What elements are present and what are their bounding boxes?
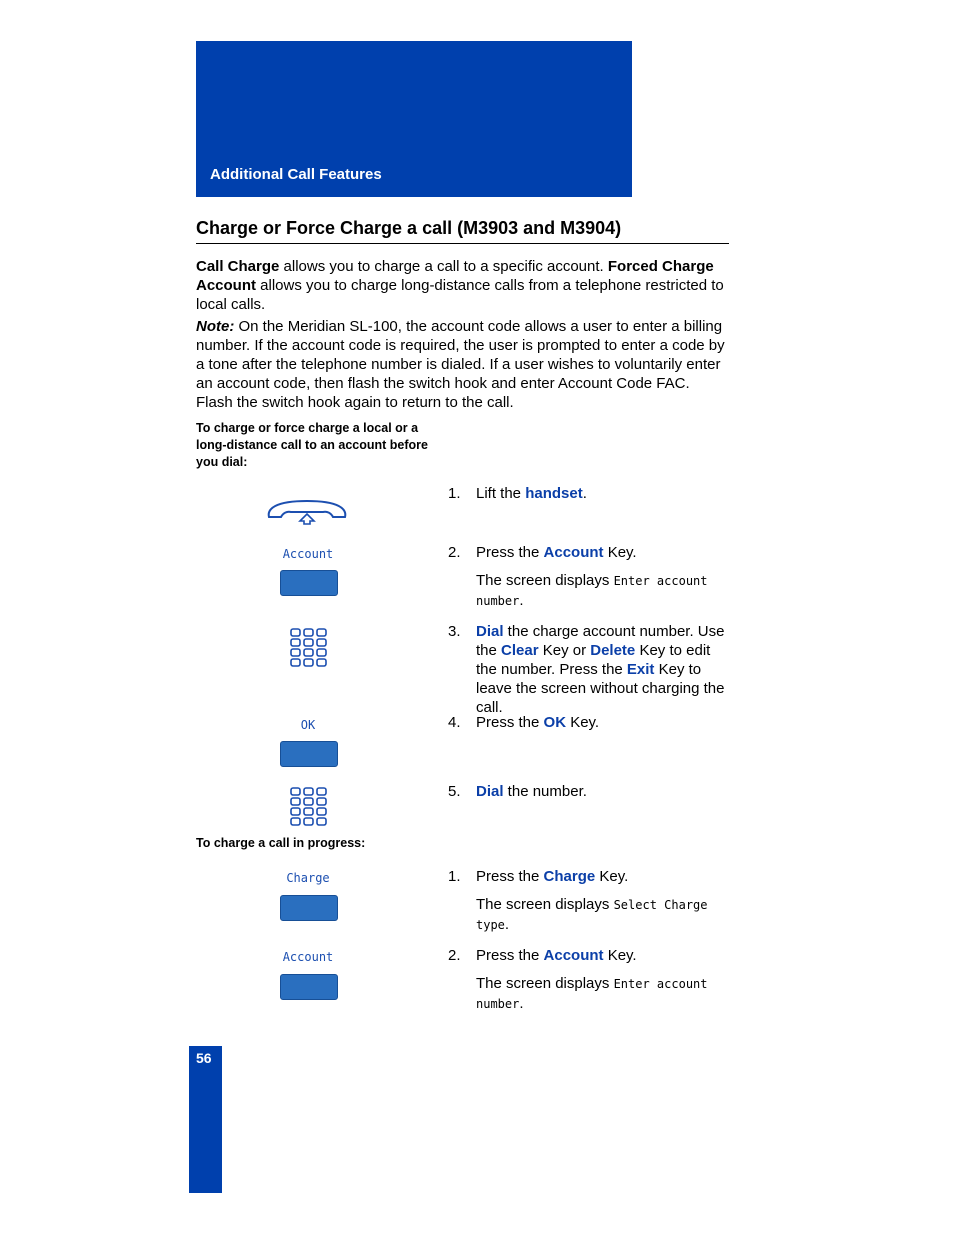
account-key-link[interactable]: Account xyxy=(543,544,604,561)
charge-softkey-label: Charge xyxy=(286,871,330,885)
section-name: Additional Call Features xyxy=(210,166,382,183)
p1-step-5 xyxy=(448,782,730,801)
step-number: 3. xyxy=(448,623,461,640)
note-text: On the Meridian SL-100, the account code allows a user to enter a billing number. If the account code is required, the user is prompted to enter a code by a tone after the telephone number is dialed. If a user wishes to voluntarily enter an account code, then flash the switch hook and enter Account Code FAC. Flash the switch hook again to return to the call. xyxy=(196,318,725,411)
intro-paragraph xyxy=(196,257,728,314)
step-text: Key to leave the screen without charging the call. xyxy=(476,661,725,716)
dialpad-icon xyxy=(289,628,329,668)
screen-display: Select Charge type xyxy=(476,898,708,932)
step-text: . xyxy=(582,485,587,502)
delete-key-link[interactable]: Delete xyxy=(590,642,636,659)
page-number-tab xyxy=(189,1046,222,1193)
step-number: 4. xyxy=(448,714,461,731)
term-forced-charge: Forced Charge Account xyxy=(196,258,714,294)
account-softkey[interactable] xyxy=(280,570,338,596)
step-text: Key to edit the number. Press the xyxy=(476,642,711,678)
step-text: the charge account number. Use the xyxy=(476,623,725,659)
step-text: Press the xyxy=(476,544,544,561)
step-text: Key or xyxy=(538,642,591,659)
step-text: Key. xyxy=(603,947,637,964)
procedure1-lead: To charge or force charge a local or a long-distance call to an account before you dial: xyxy=(196,421,428,469)
step-text: Lift the xyxy=(476,485,526,502)
step-number: 5. xyxy=(448,783,461,800)
clear-key-link[interactable]: Clear xyxy=(501,642,539,659)
step-number: 2. xyxy=(448,544,461,561)
screen-text: The screen displays xyxy=(476,896,614,913)
p1-step-3 xyxy=(448,622,730,717)
ok-softkey-label: OK xyxy=(300,718,316,732)
step-text: Press the xyxy=(476,714,544,731)
intro-text-1: allows you to charge a call to a specific account. xyxy=(279,258,608,275)
screen-text: The screen displays xyxy=(476,572,614,589)
procedure2-lead: To charge a call in progress: xyxy=(196,836,366,850)
step-text: Key. xyxy=(603,544,637,561)
ok-key-link[interactable]: OK xyxy=(543,714,567,731)
p1-step-1 xyxy=(448,484,730,503)
screen-text: . xyxy=(519,592,524,609)
step-text: Press the xyxy=(476,868,544,885)
step-number: 1. xyxy=(448,485,461,502)
dial-link[interactable]: Dial xyxy=(476,623,504,640)
charge-softkey[interactable] xyxy=(280,895,338,921)
screen-display: Enter account number xyxy=(476,574,708,608)
account-softkey-label: Account xyxy=(282,547,334,561)
intro-text-2: allows you to charge long-distance calls from a telephone restricted to local calls. xyxy=(196,277,724,313)
note-paragraph xyxy=(196,317,728,412)
p1-step-4 xyxy=(448,713,730,732)
dialpad-icon xyxy=(289,787,329,827)
page-title: Charge or Force Charge a call (M3903 and M3904) xyxy=(196,218,729,244)
step-number: 1. xyxy=(448,868,461,885)
screen-text: . xyxy=(519,995,524,1012)
term-call-charge: Call Charge xyxy=(196,258,280,275)
screen-display: Enter account number xyxy=(476,977,708,1011)
account-softkey-label: Account xyxy=(282,950,334,964)
exit-key-link[interactable]: Exit xyxy=(626,661,655,678)
account-key-link[interactable]: Account xyxy=(543,947,604,964)
step-number: 2. xyxy=(448,947,461,964)
charge-key-link[interactable]: Charge xyxy=(543,868,596,885)
account-softkey[interactable] xyxy=(280,974,338,1000)
handset-icon xyxy=(265,495,349,525)
step-text: Key. xyxy=(566,714,600,731)
handset-link[interactable]: handset xyxy=(525,485,583,502)
screen-text: The screen displays xyxy=(476,975,614,992)
dial-link[interactable]: Dial xyxy=(476,783,504,800)
screen-text: . xyxy=(504,916,510,933)
page-number: 56 xyxy=(196,1050,212,1066)
p1-step-2 xyxy=(448,543,730,611)
note-label: Note: xyxy=(196,318,235,335)
p2-step-1 xyxy=(448,867,730,935)
step-text: Key. xyxy=(595,868,629,885)
header-banner xyxy=(196,41,632,197)
p2-step-2 xyxy=(448,946,730,1014)
step-text: Press the xyxy=(476,947,544,964)
ok-softkey[interactable] xyxy=(280,741,338,767)
step-text: the number. xyxy=(503,783,587,800)
